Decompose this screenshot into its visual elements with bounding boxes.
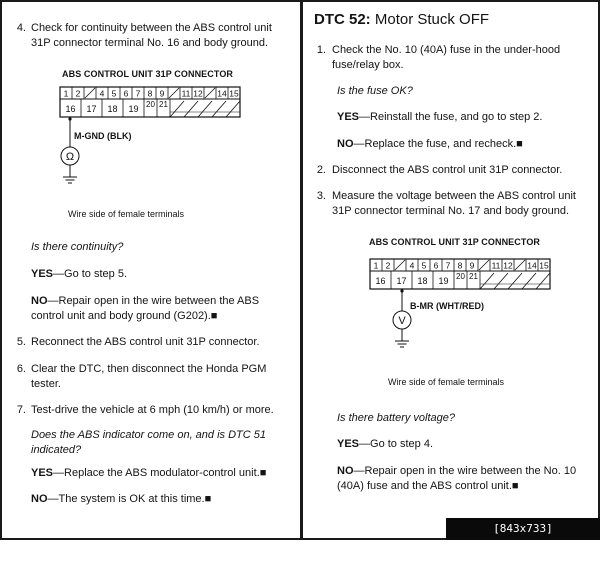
hatch-line: [212, 101, 226, 117]
right-step-1-line-2: fuse/relay box.: [332, 59, 404, 71]
dtc-title: Motor Stuck OFF: [374, 11, 490, 28]
terminal-14-label: 14: [217, 88, 227, 99]
empty-cavity-slash: [515, 260, 525, 270]
step-6-line-1: Clear the DTC, then disconnect the Honda PGM: [31, 363, 267, 375]
terminal-19-label: 19: [438, 276, 449, 286]
right-step-1-number: 1.: [316, 44, 326, 56]
terminal-5-label: 5: [111, 88, 117, 99]
terminal-6-label: 6: [433, 260, 439, 271]
right-diagram-title: ABS CONTROL UNIT 31P CONNECTOR: [369, 237, 541, 247]
hatch-line: [170, 101, 184, 117]
right-question-fuse: Is the fuse OK?: [337, 85, 413, 97]
right-step-3-number: 3.: [316, 190, 326, 202]
column-divider: [300, 0, 303, 540]
left-connector-diagram: [56, 85, 246, 205]
upic-watermark: [843x733] http://upic.me/: [446, 518, 600, 540]
end-mark: ■: [511, 480, 519, 492]
right-diagram-caption: Wire side of female terminals: [388, 377, 505, 387]
yes-label: YES: [31, 268, 54, 280]
step-6-number: 6.: [16, 363, 26, 375]
terminal-17-label: 17: [396, 276, 407, 286]
terminal-21-label: 21: [469, 272, 478, 281]
terminal-18-label: 18: [417, 276, 428, 286]
terminal-16-label: 16: [65, 104, 76, 114]
terminal-2-label: 2: [385, 260, 391, 271]
left-wire-label: M-GND (BLK): [74, 131, 132, 141]
terminal-19-label: 19: [128, 104, 139, 114]
left-yes-answer: YES—Go to step 5.: [31, 268, 127, 280]
terminal-18-label: 18: [107, 104, 118, 114]
step-5-number: 5.: [16, 336, 26, 348]
terminal-6-label: 6: [123, 88, 129, 99]
hatch-line: [508, 273, 522, 289]
terminal-8-label: 8: [457, 260, 463, 271]
step-7-number: 7.: [16, 404, 26, 416]
step-4-number: 4.: [16, 22, 26, 34]
right-wire-label: B-MR (WHT/RED): [410, 301, 484, 311]
terminal-11-label: 11: [181, 88, 191, 99]
terminal-12-label: 12: [503, 260, 513, 271]
terminal-9-label: 9: [159, 88, 165, 99]
hatch-line: [536, 273, 550, 289]
no-label: NO: [31, 295, 48, 307]
hatch-line: [226, 101, 240, 117]
yes-text: Go to step 5.: [64, 268, 127, 280]
left-question-indicator-line-1: Does the ABS indicator come on, and is DTC 51: [31, 429, 266, 441]
terminal-20-label: 20: [146, 100, 155, 109]
terminal-1-label: 1: [373, 260, 379, 271]
end-mark: ■: [516, 138, 523, 150]
right-step-2-number: 2.: [316, 164, 326, 176]
step-7-text: Test-drive the vehicle at 6 mph (10 km/h) or more.: [31, 404, 274, 416]
terminal-21-label: 21: [159, 100, 168, 109]
left-diagram-title: ABS CONTROL UNIT 31P CONNECTOR: [62, 69, 234, 79]
end-mark: ■: [210, 310, 218, 322]
right-yes-answer: YES—Reinstall the fuse, and go to step 2.: [337, 111, 543, 123]
left-yes2-answer: YES—Replace the ABS modulator-control unit.■: [31, 467, 267, 479]
meter-symbol: V: [398, 315, 406, 327]
terminal-2-label: 2: [75, 88, 81, 99]
right-no2-answer-line-1: NO—Repair open in the wire between the No. 10: [337, 465, 577, 477]
left-diagram-caption: Wire side of female terminals: [68, 209, 185, 219]
terminal-12-label: 12: [193, 88, 203, 99]
terminal-11-label: 11: [491, 260, 501, 271]
empty-cavity-slash: [395, 260, 405, 270]
step-5-text: Reconnect the ABS control unit 31P connector.: [31, 336, 260, 348]
step-4-line-1: Check for continuity between the ABS control unit: [31, 22, 272, 34]
left-no-answer-line-1: NO—Repair open in the wire between the ABS: [31, 295, 260, 307]
meter-symbol: Ω: [65, 151, 75, 163]
right-question-voltage: Is there battery voltage?: [337, 412, 456, 424]
left-no-answer-line-2: control unit and body ground (G202).■: [31, 310, 218, 322]
right-step-2-text: Disconnect the ABS control unit 31P connector.: [332, 164, 563, 176]
empty-cavity-slash: [169, 88, 179, 98]
hatch-line: [198, 101, 212, 117]
hatched-area: [170, 101, 240, 117]
end-mark: ■: [204, 493, 212, 505]
left-question-indicator-line-2: indicated?: [31, 444, 82, 456]
right-no-answer: NO—Replace the fuse, and recheck.■: [337, 138, 523, 150]
left-no2-answer: NO—The system is OK at this time.■: [31, 493, 212, 505]
right-no2-answer-line-2: (40A) fuse and the ABS control unit.■: [337, 480, 519, 492]
terminal-5-label: 5: [421, 260, 427, 271]
right-step-3-line-1: Measure the voltage between the ABS control unit: [332, 190, 576, 202]
right-step-3-line-2: 31P connector terminal No. 17 and body ground.: [332, 205, 570, 217]
hatch-line: [494, 273, 508, 289]
empty-cavity-slash: [205, 88, 215, 98]
terminal-7-label: 7: [445, 260, 451, 271]
hatch-line: [522, 273, 536, 289]
no-text-line-1: Repair open in the wire between the ABS: [58, 295, 260, 307]
step-6-line-2: tester.: [31, 378, 61, 390]
end-mark: ■: [259, 467, 267, 479]
dtc-heading: [314, 11, 489, 29]
terminal-8-label: 8: [147, 88, 153, 99]
terminal-7-label: 7: [135, 88, 141, 99]
terminal-1-label: 1: [63, 88, 69, 99]
terminal-16-label: 16: [375, 276, 386, 286]
step-4-line-2: 31P connector terminal No. 16 and body ground.: [31, 37, 269, 49]
terminal-15-label: 15: [229, 88, 239, 99]
terminal-9-label: 9: [469, 260, 475, 271]
terminal-14-label: 14: [527, 260, 537, 271]
terminal-4-label: 4: [409, 260, 415, 271]
empty-cavity-slash: [85, 88, 95, 98]
right-step-1-line-1: Check the No. 10 (40A) fuse in the under-hood: [332, 44, 561, 56]
hatch-line: [184, 101, 198, 117]
right-yes2-answer: YES—Go to step 4.: [337, 438, 433, 450]
terminal-4-label: 4: [99, 88, 105, 99]
terminal-15-label: 15: [539, 260, 549, 271]
hatched-area: [480, 273, 550, 289]
left-question-continuity: Is there continuity?: [31, 241, 124, 253]
empty-cavity-slash: [479, 260, 489, 270]
terminal-20-label: 20: [456, 272, 465, 281]
terminal-17-label: 17: [86, 104, 97, 114]
hatch-line: [480, 273, 494, 289]
dtc-code: DTC 52:: [314, 11, 371, 28]
